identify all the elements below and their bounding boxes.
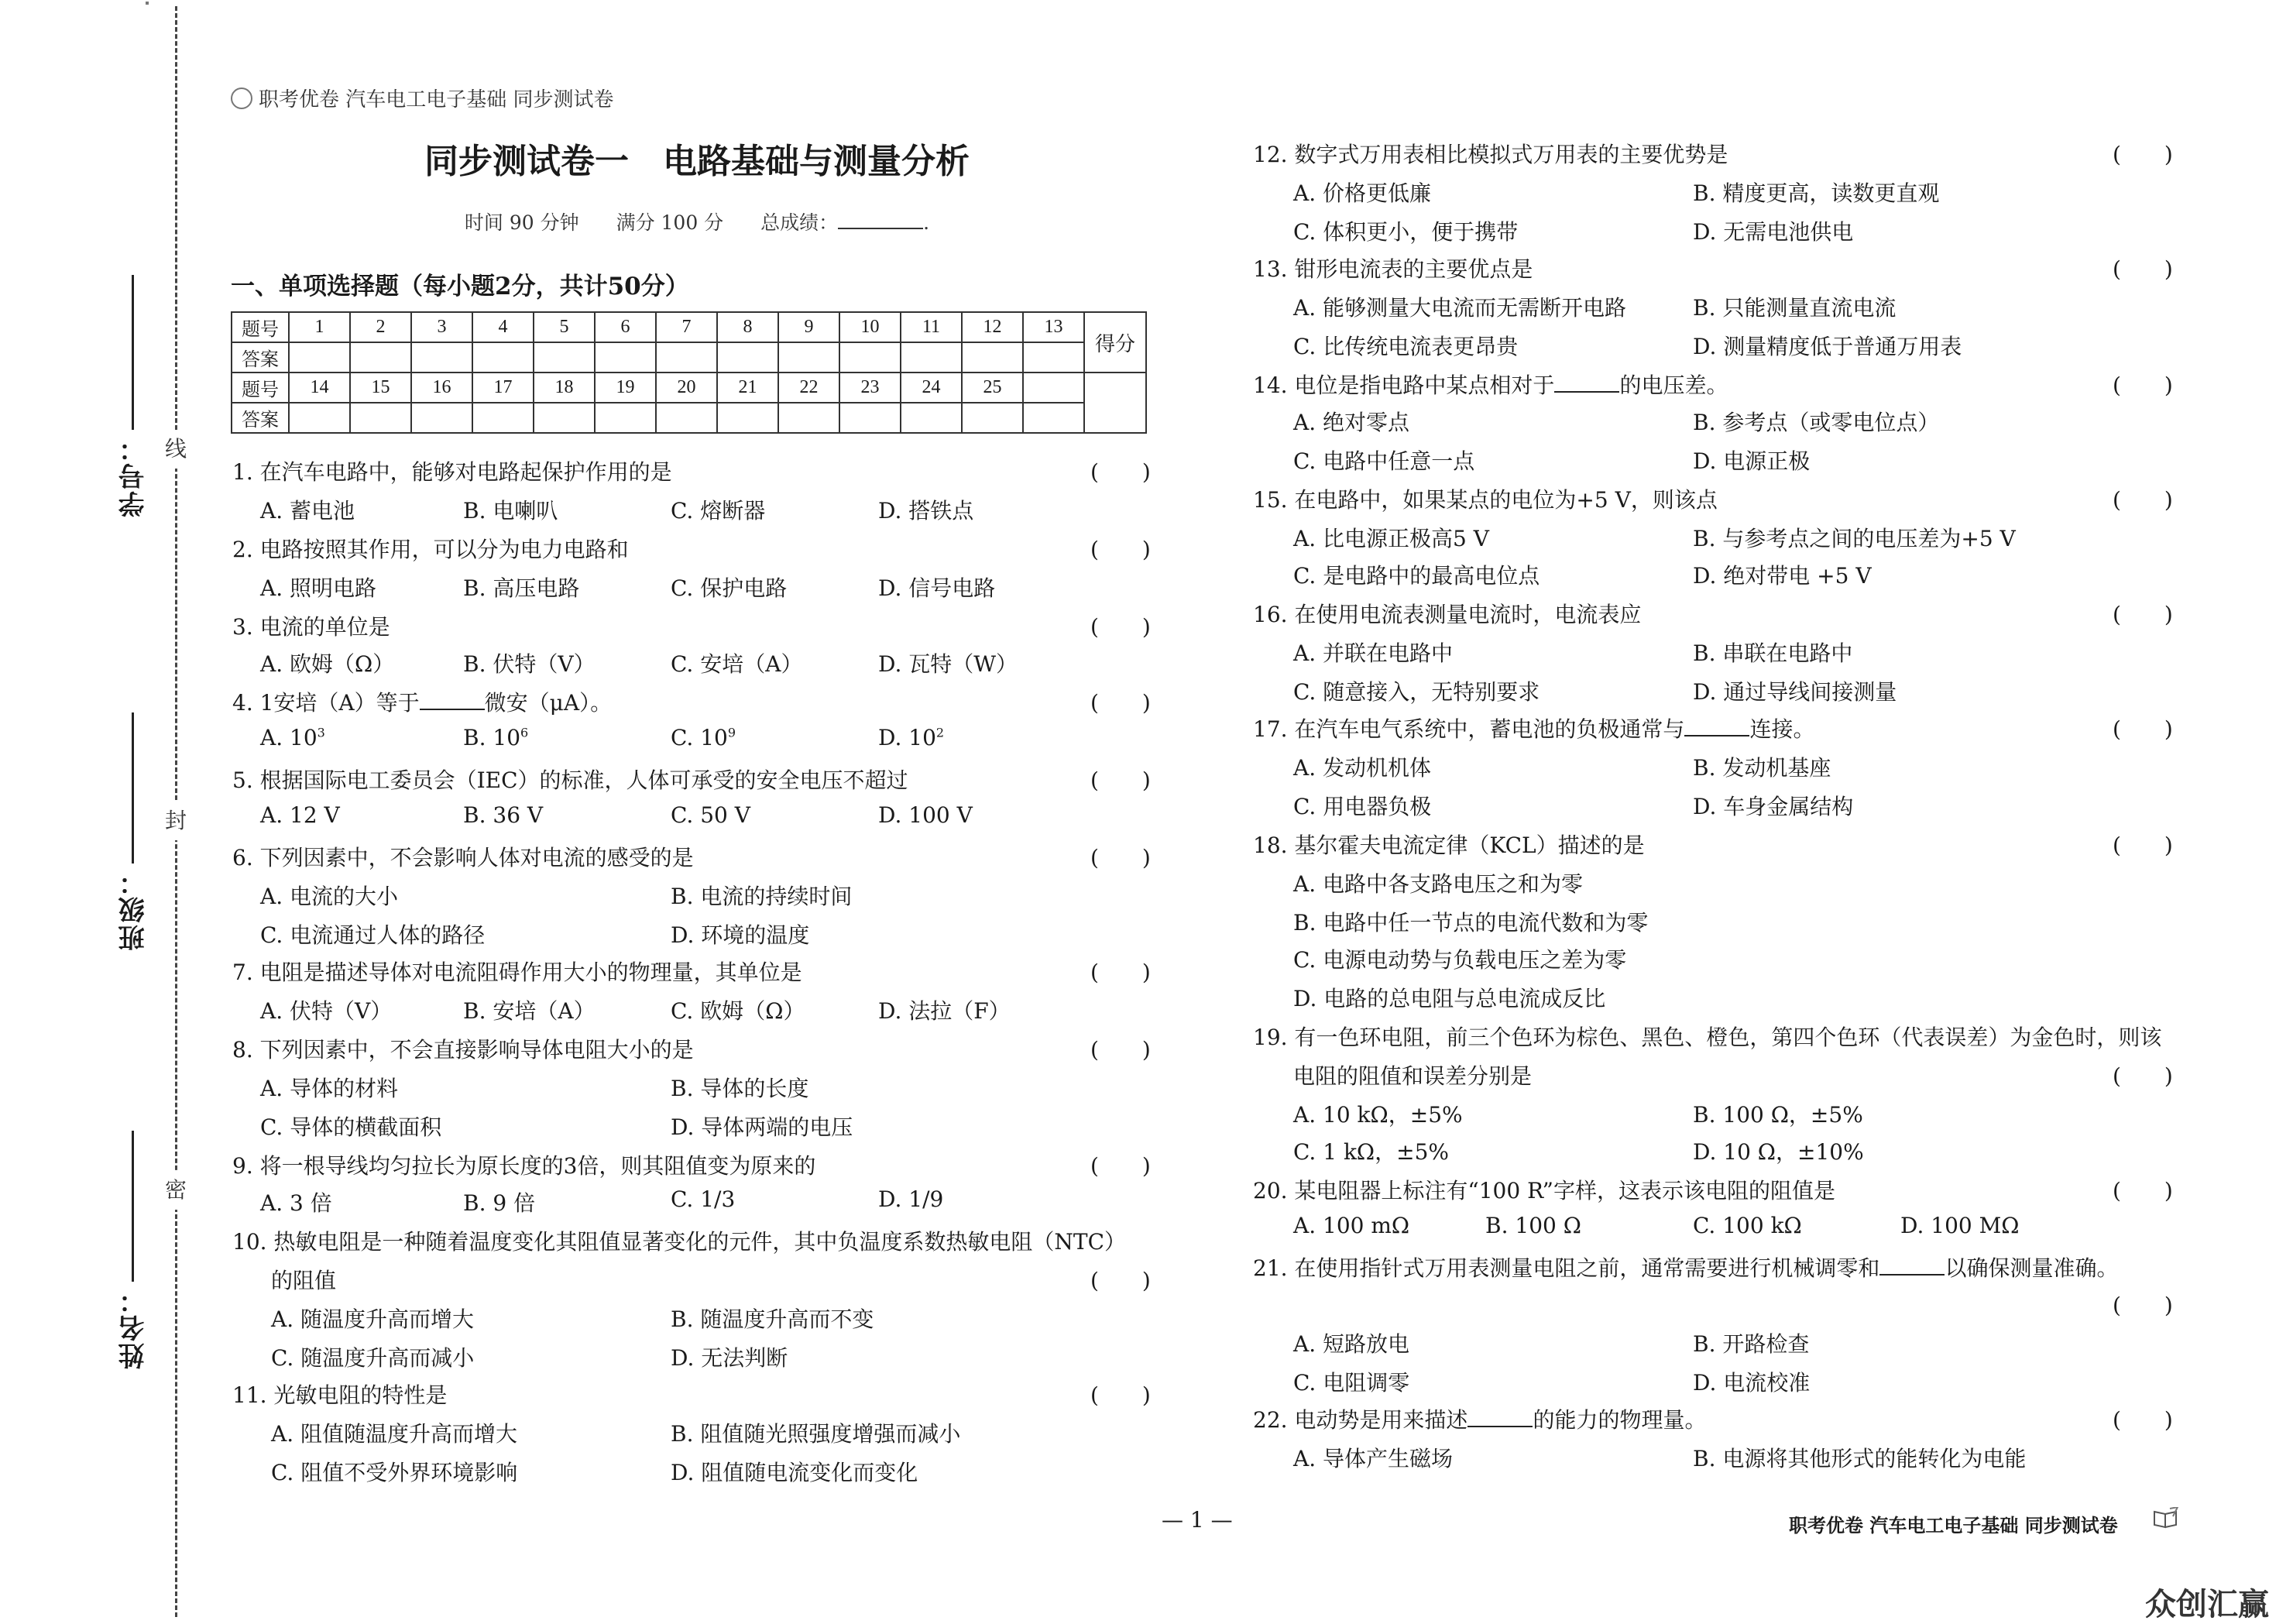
answer-cell[interactable] (778, 403, 839, 433)
option-18c[interactable]: C. 电源电动势与负载电压之差为零 (1293, 947, 1627, 973)
option-20a[interactable]: A. 100 mΩ (1293, 1213, 1410, 1238)
option-12d[interactable]: D. 无需电池供电 (1693, 219, 1854, 245)
answer-grid (231, 311, 1147, 434)
grid-num: 6 (595, 312, 656, 342)
option-16a[interactable]: A. 并联在电路中 (1293, 640, 1454, 666)
answer-cell[interactable] (411, 342, 472, 373)
grid-answer-label: 答案 (232, 342, 289, 373)
grid-num: 8 (717, 312, 778, 342)
option-9b[interactable]: B. 9 倍 (463, 1190, 536, 1216)
answer-paren-9[interactable]: ( ) (1090, 1153, 1151, 1179)
question-21: 21. 在使用指针式万用表测量电阻之前，通常需要进行机械调零和 以确保测量准确。 (1253, 1255, 2119, 1281)
question-11: 11. 光敏电阻的特性是 (232, 1382, 448, 1408)
fill-blank-17[interactable] (1684, 716, 1749, 736)
option-19b[interactable]: B. 100 Ω，±5% (1693, 1102, 1863, 1128)
answer-paren-12[interactable]: ( ) (2113, 142, 2173, 167)
question-10: 10. 热敏电阻是一种随着温度变化其阻值显著变化的元件，其中负温度系数热敏电阻（NTC） (232, 1229, 1127, 1255)
question-1: 1. 在汽车电路中，能够对电路起保护作用的是 (232, 459, 672, 485)
answer-cell[interactable] (350, 403, 411, 433)
option-12c[interactable]: C. 体积更小，便于携带 (1293, 219, 1519, 245)
exam-title: 同步测试卷一 电路基础与测量分析 (424, 142, 970, 181)
answer-paren-20[interactable]: ( ) (2113, 1178, 2173, 1203)
question-17: 17. 在汽车电气系统中，蓄电池的负极通常与 连接。 (1253, 716, 1815, 742)
question-9: 9. 将一根导线均匀拉长为原长度的3倍，则其阻值变为原来的 (232, 1153, 816, 1179)
option-20b[interactable]: B. 100 Ω (1485, 1213, 1581, 1238)
option-9a[interactable]: A. 3 倍 (260, 1190, 332, 1216)
grid-num: 7 (656, 312, 717, 342)
grid-answer-row-1 (232, 342, 1146, 373)
option-4d[interactable]: D. $10^2$ (878, 725, 945, 750)
option-10d[interactable]: D. 无法判断 (671, 1345, 788, 1371)
question-16: 16. 在使用电流表测量电流时，电流表应 (1253, 602, 1642, 627)
answer-paren-13[interactable]: ( ) (2113, 256, 2173, 282)
option-2c[interactable]: C. 保护电路 (671, 575, 788, 601)
grid-num: 2 (350, 312, 411, 342)
option-16c[interactable]: C. 随意接入，无特别要求 (1293, 679, 1540, 705)
answer-paren-15[interactable]: ( ) (2113, 487, 2173, 513)
option-8c[interactable]: C. 导体的横截面积 (260, 1114, 442, 1140)
option-5b[interactable]: B. 36 V (463, 802, 544, 828)
answer-cell[interactable] (289, 342, 350, 373)
answer-paren-6[interactable]: ( ) (1090, 845, 1151, 870)
answer-cell[interactable] (534, 403, 595, 433)
answer-paren-3[interactable]: ( ) (1090, 614, 1151, 640)
binding-tag-xian: 线 (163, 430, 189, 469)
binding-tag-mi: 密 (163, 1171, 189, 1210)
question-14: 14. 电位是指电路中某点相对于 的电压差。 (1253, 373, 1728, 398)
footer-brand: 职考优卷 汽车电工电子基础 同步测试卷 (1789, 1514, 2118, 1536)
option-10c[interactable]: C. 随温度升高而减小 (271, 1345, 475, 1371)
grid-answer-label: 答案 (232, 403, 289, 433)
grid-num (1023, 373, 1084, 403)
option-3c[interactable]: C. 安培（A） (671, 651, 803, 677)
question-6: 6. 下列因素中，不会影响人体对电流的感受的是 (232, 845, 694, 870)
option-22a[interactable]: A. 导体产生磁场 (1293, 1446, 1454, 1471)
option-15d[interactable]: D. 绝对带电 +5 V (1693, 563, 1872, 589)
question-19-cont: 电阻的阻值和误差分别是 (1293, 1063, 1533, 1089)
question-3: 3. 电流的单位是 (232, 614, 390, 640)
answer-paren-17[interactable]: ( ) (2113, 716, 2173, 742)
grid-header-row-1 (232, 312, 1146, 342)
option-13d[interactable]: D. 测量精度低于普通万用表 (1693, 334, 1962, 359)
grid-num: 13 (1023, 312, 1084, 342)
answer-paren-7[interactable]: ( ) (1090, 960, 1151, 985)
option-22b[interactable]: B. 电源将其他形式的能转化为电能 (1693, 1446, 2027, 1471)
answer-paren-21[interactable]: ( ) (2113, 1293, 2173, 1318)
answer-paren-19[interactable]: ( ) (2113, 1063, 2173, 1089)
grid-num: 24 (901, 373, 962, 403)
class-blank[interactable] (132, 712, 134, 864)
option-10b[interactable]: B. 随温度升高而不变 (671, 1306, 874, 1332)
grid-header-label: 题号 (232, 312, 289, 342)
grid-num: 1 (289, 312, 350, 342)
option-15a[interactable]: A. 比电源正极高5 V (1293, 526, 1489, 551)
option-17c[interactable]: C. 用电器负极 (1293, 794, 1432, 819)
brand-header: 职考优卷 汽车电工电子基础 同步测试卷 (231, 84, 614, 112)
option-1b[interactable]: B. 电喇叭 (463, 498, 558, 524)
option-14a[interactable]: A. 绝对零点 (1293, 410, 1410, 435)
option-19d[interactable]: D. 10 Ω，±10% (1693, 1139, 1864, 1165)
grid-num: 9 (778, 312, 839, 342)
option-4a[interactable]: A. $10^3$ (260, 725, 325, 750)
option-14c[interactable]: C. 电路中任意一点 (1293, 448, 1475, 474)
grid-header-row-2 (232, 373, 1146, 403)
option-15b[interactable]: B. 与参考点之间的电压差为+5 V (1693, 526, 2016, 551)
section-title: 一、单项选择题（每小题2分，共计50分） (231, 273, 689, 300)
book-icon (2153, 1507, 2179, 1529)
exam-meta: 时间 90 分钟 满分 100 分 总成绩： . (464, 211, 930, 234)
option-6d[interactable]: D. 环境的温度 (671, 922, 810, 948)
answer-paren-4[interactable]: ( ) (1090, 690, 1151, 716)
grid-num: 15 (350, 373, 411, 403)
grid-num: 23 (839, 373, 901, 403)
fill-blank-21[interactable] (1879, 1255, 1945, 1276)
option-18b[interactable]: B. 电路中任一节点的电流代数和为零 (1293, 910, 1649, 936)
answer-cell[interactable] (839, 403, 901, 433)
check-badge-icon (231, 88, 252, 109)
grid-num: 3 (411, 312, 472, 342)
answer-paren-18[interactable]: ( ) (2113, 833, 2173, 858)
question-18: 18. 基尔霍夫电流定律（KCL）描述的是 (1253, 833, 1645, 858)
option-7c[interactable]: C. 欧姆（Ω） (671, 998, 805, 1024)
grid-num: 17 (472, 373, 534, 403)
grid-num: 22 (778, 373, 839, 403)
answer-paren-16[interactable]: ( ) (2113, 602, 2173, 627)
page-number: — 1 — (1162, 1507, 1233, 1533)
option-1c[interactable]: C. 熔断器 (671, 498, 766, 524)
grid-num: 16 (411, 373, 472, 403)
total-score-label: 总成绩： (760, 211, 839, 234)
option-21b[interactable]: B. 开路检查 (1693, 1331, 1810, 1357)
option-10a[interactable]: A. 随温度升高而增大 (271, 1306, 475, 1332)
class-label: 班级： (118, 867, 149, 951)
corner-dot (146, 2, 149, 5)
exam-full-score: 满分 100 分 (616, 211, 724, 234)
option-21c[interactable]: C. 电阻调零 (1293, 1370, 1410, 1396)
option-18a[interactable]: A. 电路中各支路电压之和为零 (1293, 871, 1584, 897)
grid-num: 5 (534, 312, 595, 342)
option-13a[interactable]: A. 能够测量大电流而无需断开电路 (1293, 295, 1627, 321)
option-19a[interactable]: A. 10 kΩ，±5% (1293, 1102, 1463, 1128)
watermark-logo: 众创汇赢 (2145, 1586, 2269, 1622)
option-4b[interactable]: B. $10^6$ (463, 725, 529, 750)
option-11c[interactable]: C. 阻值不受外界环境影响 (271, 1460, 518, 1485)
option-12a[interactable]: A. 价格更低廉 (1293, 180, 1432, 206)
option-19c[interactable]: C. 1 kΩ，±5% (1293, 1139, 1450, 1165)
grid-num: 21 (717, 373, 778, 403)
answer-cell[interactable] (595, 342, 656, 373)
question-8: 8. 下列因素中，不会直接影响导体电阻大小的是 (232, 1037, 694, 1063)
answer-cell[interactable] (839, 342, 901, 373)
option-5c[interactable]: C. 50 V (671, 802, 750, 828)
question-13: 13. 钳形电流表的主要优点是 (1253, 256, 1533, 282)
option-7d[interactable]: D. 法拉（F） (878, 998, 1011, 1024)
grid-num: 25 (962, 373, 1023, 403)
answer-paren-10[interactable]: ( ) (1090, 1268, 1151, 1293)
option-8a[interactable]: A. 导体的材料 (260, 1076, 399, 1101)
option-3b[interactable]: B. 伏特（V） (463, 651, 596, 677)
answer-cell[interactable] (656, 403, 717, 433)
option-9d[interactable]: D. 1/9 (878, 1186, 944, 1212)
option-9c[interactable]: C. 1/3 (671, 1186, 736, 1212)
name-blank[interactable] (132, 1131, 134, 1282)
option-16b[interactable]: B. 串联在电路中 (1693, 640, 1853, 666)
question-2: 2. 电路按照其作用，可以分为电力电路和 (232, 537, 629, 562)
option-6b[interactable]: B. 电流的持续时间 (671, 884, 853, 909)
grid-num: 4 (472, 312, 534, 342)
grid-num: 14 (289, 373, 350, 403)
option-6a[interactable]: A. 电流的大小 (260, 884, 399, 909)
question-7: 7. 电阻是描述导体对电流阻碍作用大小的物理量，其单位是 (232, 960, 802, 985)
option-21a[interactable]: A. 短路放电 (1293, 1331, 1410, 1357)
grid-num: 10 (839, 312, 901, 342)
grid-answer-row-2 (232, 403, 1146, 433)
grid-num: 12 (962, 312, 1023, 342)
answer-cell[interactable] (901, 342, 962, 373)
answer-cell[interactable] (411, 403, 472, 433)
option-17b[interactable]: B. 发动机基座 (1693, 755, 1831, 781)
answer-paren-8[interactable]: ( ) (1090, 1037, 1151, 1063)
total-score-blank[interactable] (838, 228, 923, 229)
answer-cell[interactable] (1023, 403, 1084, 433)
fill-blank-4[interactable] (420, 690, 485, 710)
option-21d[interactable]: D. 电流校准 (1693, 1370, 1811, 1396)
answer-cell[interactable] (595, 403, 656, 433)
option-17d[interactable]: D. 车身金属结构 (1693, 794, 1854, 819)
answer-cell[interactable] (656, 342, 717, 373)
grid-num: 20 (656, 373, 717, 403)
answer-paren-5[interactable]: ( ) (1090, 767, 1151, 793)
option-11d[interactable]: D. 阻值随电流变化而变化 (671, 1460, 918, 1485)
option-20c[interactable]: C. 100 kΩ (1693, 1213, 1802, 1238)
option-1a[interactable]: A. 蓄电池 (260, 498, 355, 524)
option-6c[interactable]: C. 电流通过人体的路径 (260, 922, 486, 948)
option-20d[interactable]: D. 100 MΩ (1900, 1213, 2020, 1238)
answer-cell[interactable] (778, 342, 839, 373)
option-13b[interactable]: B. 只能测量直流电流 (1693, 295, 1897, 321)
answer-cell[interactable] (962, 403, 1023, 433)
option-2b[interactable]: B. 高压电路 (463, 575, 580, 601)
fill-blank-14[interactable] (1554, 373, 1619, 393)
answer-cell[interactable] (717, 403, 778, 433)
grid-num: 18 (534, 373, 595, 403)
answer-paren-14[interactable]: ( ) (2113, 373, 2173, 398)
answer-cell[interactable] (534, 342, 595, 373)
answer-cell[interactable] (289, 403, 350, 433)
answer-paren-22[interactable]: ( ) (2113, 1407, 2173, 1433)
option-15c[interactable]: C. 是电路中的最高电位点 (1293, 563, 1540, 589)
fill-blank-22[interactable] (1467, 1407, 1533, 1427)
student-id-label: 学号： (118, 434, 149, 517)
option-5d[interactable]: D. 100 V (878, 802, 973, 828)
option-7a[interactable]: A. 伏特（V） (260, 998, 393, 1024)
option-7b[interactable]: B. 安培（A） (463, 998, 596, 1024)
option-8d[interactable]: D. 导体两端的电压 (671, 1114, 853, 1140)
question-15: 15. 在电路中，如果某点的电位为+5 V，则该点 (1253, 487, 1718, 513)
answer-cell[interactable] (901, 403, 962, 433)
answer-cell[interactable] (472, 342, 534, 373)
answer-paren-11[interactable]: ( ) (1090, 1382, 1151, 1408)
option-16d[interactable]: D. 通过导线间接测量 (1693, 679, 1897, 705)
student-id-blank[interactable] (132, 275, 134, 430)
answer-cell[interactable] (962, 342, 1023, 373)
question-5: 5. 根据国际电工委员会（IEC）的标准，人体可承受的安全电压不超过 (232, 767, 908, 793)
option-18d[interactable]: D. 电路的总电阻与总电流成反比 (1293, 986, 1606, 1011)
option-14d[interactable]: D. 电源正极 (1693, 448, 1811, 474)
binding-tag-feng: 封 (163, 802, 189, 840)
answer-cell[interactable] (350, 342, 411, 373)
question-10-cont: 的阻值 (271, 1268, 337, 1293)
option-1d[interactable]: D. 搭铁点 (878, 498, 974, 524)
option-3a[interactable]: A. 欧姆（Ω） (260, 651, 395, 677)
option-11b[interactable]: B. 阻值随光照强度增强而减小 (671, 1421, 961, 1447)
answer-cell[interactable] (472, 403, 534, 433)
exam-time: 时间 90 分钟 (464, 211, 579, 234)
grid-num: 11 (901, 312, 962, 342)
name-label: 姓名： (118, 1286, 149, 1369)
option-3d[interactable]: D. 瓦特（W） (878, 651, 1018, 677)
option-17a[interactable]: A. 发动机机体 (1293, 755, 1432, 781)
score-cell[interactable] (1084, 373, 1146, 433)
option-5a[interactable]: A. 12 V (260, 802, 340, 828)
question-20: 20. 某电阻器上标注有“100 R”字样，这表示该电阻的阻值是 (1253, 1178, 1835, 1203)
grid-num: 19 (595, 373, 656, 403)
question-22: 22. 电动势是用来描述 的能力的物理量。 (1253, 1407, 1707, 1433)
option-2a[interactable]: A. 照明电路 (260, 575, 377, 601)
option-13c[interactable]: C. 比传统电流表更昂贵 (1293, 334, 1519, 359)
option-11a[interactable]: A. 阻值随温度升高而增大 (271, 1421, 518, 1447)
question-12: 12. 数字式万用表相比模拟式万用表的主要优势是 (1253, 142, 1728, 167)
answer-paren-2[interactable]: ( ) (1090, 537, 1151, 562)
grid-header-label: 题号 (232, 373, 289, 403)
answer-paren-1[interactable]: ( ) (1090, 459, 1151, 485)
question-4: 4. 1安培（A）等于 微安（μA）。 (232, 690, 613, 716)
answer-cell[interactable] (717, 342, 778, 373)
answer-cell[interactable] (1023, 342, 1084, 373)
score-label: 得分 (1084, 312, 1146, 373)
option-4c[interactable]: C. $10^9$ (671, 725, 736, 750)
option-14b[interactable]: B. 参考点（或零电位点） (1693, 410, 1940, 435)
option-2d[interactable]: D. 信号电路 (878, 575, 996, 601)
question-19: 19. 有一色环电阻，前三个色环为棕色、黑色、橙色，第四个色环（代表误差）为金色时，则该 (1253, 1025, 2162, 1050)
option-8b[interactable]: B. 导体的长度 (671, 1076, 809, 1101)
option-12b[interactable]: B. 精度更高，读数更直观 (1693, 180, 1940, 206)
